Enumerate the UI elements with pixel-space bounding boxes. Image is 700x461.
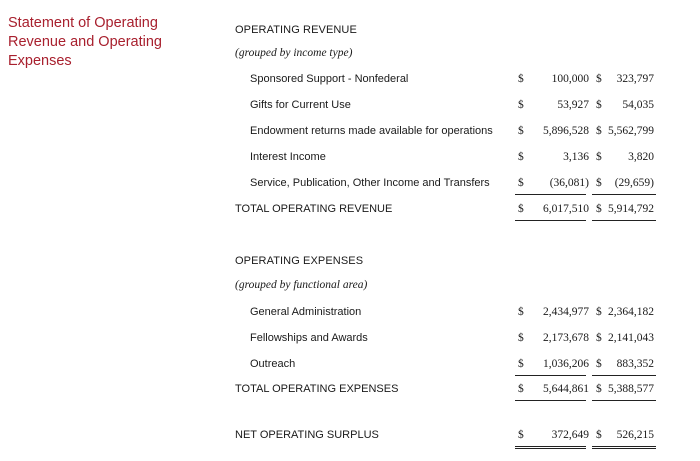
prior-year-value: 2,364,182 bbox=[608, 306, 654, 318]
net-surplus-current: 372,649 bbox=[551, 429, 589, 441]
revenue-row bbox=[0, 120, 700, 142]
prior-year-value: 323,797 bbox=[616, 73, 654, 85]
currency-symbol: $ bbox=[518, 306, 524, 318]
revenue-row bbox=[0, 172, 700, 194]
line-item-label: Gifts for Current Use bbox=[250, 99, 351, 111]
expenses-heading: OPERATING EXPENSES bbox=[235, 255, 364, 267]
currency-symbol: $ bbox=[596, 358, 602, 370]
current-year-value: (36,081) bbox=[549, 177, 589, 189]
net-double-rule bbox=[592, 446, 656, 449]
expense-row bbox=[0, 301, 700, 323]
currency-symbol: $ bbox=[596, 383, 602, 395]
currency-symbol: $ bbox=[518, 99, 524, 111]
subtotal-rule bbox=[592, 194, 656, 195]
line-item-label: Sponsored Support - Nonfederal bbox=[250, 73, 409, 85]
currency-symbol: $ bbox=[596, 99, 602, 111]
statement-title-line-2: Revenue and Operating bbox=[8, 34, 162, 50]
net-surplus-prior: 526,215 bbox=[616, 429, 654, 441]
net-surplus-row bbox=[0, 424, 700, 446]
revenue-total-row bbox=[0, 198, 700, 220]
revenue-heading-row bbox=[0, 19, 700, 41]
current-year-value: 100,000 bbox=[551, 73, 589, 85]
total-rule bbox=[515, 220, 586, 221]
prior-year-value: 883,352 bbox=[616, 358, 654, 370]
expenses-total-row bbox=[0, 378, 700, 400]
revenue-row bbox=[0, 68, 700, 90]
expenses-heading-row bbox=[0, 250, 700, 272]
current-year-value: 3,136 bbox=[563, 151, 589, 163]
prior-year-value: 5,562,799 bbox=[608, 125, 654, 137]
currency-symbol: $ bbox=[596, 73, 602, 85]
statement-title-line-3: Expenses bbox=[8, 53, 72, 69]
subtotal-rule bbox=[592, 375, 656, 376]
currency-symbol: $ bbox=[596, 203, 602, 215]
line-item-label: Interest Income bbox=[250, 151, 326, 163]
currency-symbol: $ bbox=[596, 332, 602, 344]
total-rule bbox=[592, 400, 656, 401]
current-year-value: 5,896,528 bbox=[543, 125, 589, 137]
statement-title-line-1: Statement of Operating bbox=[8, 15, 158, 31]
currency-symbol: $ bbox=[518, 177, 524, 189]
currency-symbol: $ bbox=[518, 383, 524, 395]
currency-symbol: $ bbox=[518, 203, 524, 215]
revenue-total-current: 6,017,510 bbox=[543, 203, 589, 215]
expense-row bbox=[0, 327, 700, 349]
subtotal-rule bbox=[515, 194, 586, 195]
total-rule bbox=[592, 220, 656, 221]
current-year-value: 2,434,977 bbox=[543, 306, 589, 318]
currency-symbol: $ bbox=[596, 125, 602, 137]
currency-symbol: $ bbox=[596, 177, 602, 189]
prior-year-value: (29,659) bbox=[614, 177, 654, 189]
expense-row bbox=[0, 353, 700, 375]
line-item-label: Outreach bbox=[250, 358, 296, 370]
currency-symbol: $ bbox=[518, 151, 524, 163]
revenue-row bbox=[0, 146, 700, 168]
currency-symbol: $ bbox=[518, 73, 524, 85]
currency-symbol: $ bbox=[518, 429, 524, 441]
expenses-total-prior: 5,388,577 bbox=[608, 383, 654, 395]
currency-symbol: $ bbox=[596, 429, 602, 441]
current-year-value: 2,173,678 bbox=[543, 332, 589, 344]
revenue-heading: OPERATING REVENUE bbox=[235, 24, 357, 36]
line-item-label: Service, Publication, Other Income and Transfers bbox=[250, 177, 490, 189]
subtotal-rule bbox=[515, 375, 586, 376]
currency-symbol: $ bbox=[518, 332, 524, 344]
currency-symbol: $ bbox=[596, 306, 602, 318]
revenue-subheading: (grouped by income type) bbox=[235, 47, 353, 59]
expenses-total-current: 5,644,861 bbox=[543, 383, 589, 395]
revenue-total-label: TOTAL OPERATING REVENUE bbox=[235, 203, 393, 215]
line-item-label: General Administration bbox=[250, 306, 362, 318]
current-year-value: 1,036,206 bbox=[543, 358, 589, 370]
current-year-value: 53,927 bbox=[557, 99, 589, 111]
net-double-rule bbox=[515, 446, 586, 449]
line-item-label: Fellowships and Awards bbox=[250, 332, 368, 344]
expenses-subheading-row bbox=[0, 274, 700, 296]
line-item-label: Endowment returns made available for operations bbox=[250, 125, 493, 137]
prior-year-value: 2,141,043 bbox=[608, 332, 654, 344]
revenue-subheading-row bbox=[0, 42, 700, 64]
expenses-subheading: (grouped by functional area) bbox=[235, 279, 368, 291]
total-rule bbox=[515, 400, 586, 401]
net-surplus-label: NET OPERATING SURPLUS bbox=[235, 429, 379, 441]
revenue-row bbox=[0, 94, 700, 116]
revenue-total-prior: 5,914,792 bbox=[608, 203, 654, 215]
currency-symbol: $ bbox=[596, 151, 602, 163]
currency-symbol: $ bbox=[518, 125, 524, 137]
expenses-total-label: TOTAL OPERATING EXPENSES bbox=[235, 383, 399, 395]
currency-symbol: $ bbox=[518, 358, 524, 370]
prior-year-value: 54,035 bbox=[622, 99, 654, 111]
prior-year-value: 3,820 bbox=[628, 151, 654, 163]
